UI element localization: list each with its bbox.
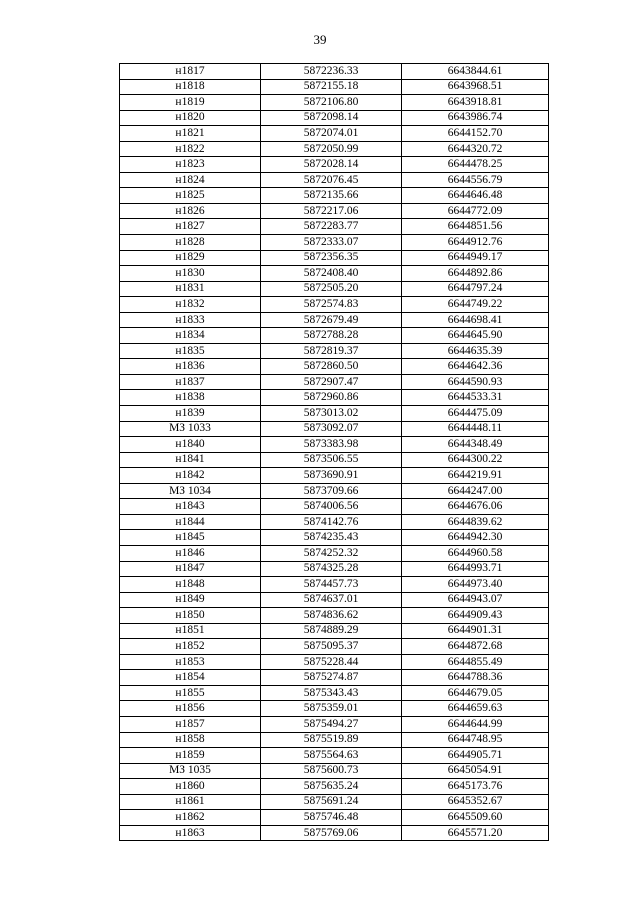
- x-coordinate-cell: 5873383.98: [261, 437, 402, 453]
- table-row: [120, 437, 549, 453]
- table-row: [120, 468, 549, 484]
- y-coordinate-cell: 6644772.09: [402, 203, 549, 219]
- point-id-cell: н1841: [120, 452, 261, 468]
- point-id-cell: н1854: [120, 670, 261, 686]
- y-coordinate-cell: 6645173.76: [402, 779, 549, 795]
- x-coordinate-cell: 5874142.76: [261, 514, 402, 530]
- table-row: [120, 794, 549, 810]
- point-id-cell: н1860: [120, 779, 261, 795]
- y-coordinate-cell: 6643844.61: [402, 64, 549, 80]
- y-coordinate-cell: 6644645.90: [402, 328, 549, 344]
- x-coordinate-cell: 5872050.99: [261, 141, 402, 157]
- table-row: [120, 126, 549, 142]
- y-coordinate-cell: 6644659.63: [402, 701, 549, 717]
- x-coordinate-cell: 5872960.86: [261, 390, 402, 406]
- y-coordinate-cell: 6644943.07: [402, 592, 549, 608]
- y-coordinate-cell: 6644642.36: [402, 359, 549, 375]
- y-coordinate-cell: 6644635.39: [402, 343, 549, 359]
- y-coordinate-cell: 6644851.56: [402, 219, 549, 235]
- table-row: [120, 623, 549, 639]
- x-coordinate-cell: 5874325.28: [261, 561, 402, 577]
- point-id-cell: н1829: [120, 250, 261, 266]
- table-row: [120, 172, 549, 188]
- table-row: [120, 250, 549, 266]
- x-coordinate-cell: 5875274.87: [261, 670, 402, 686]
- x-coordinate-cell: 5872155.18: [261, 79, 402, 95]
- point-id-cell: н1839: [120, 406, 261, 422]
- x-coordinate-cell: 5872408.40: [261, 266, 402, 282]
- y-coordinate-cell: 6644909.43: [402, 608, 549, 624]
- table-row: [120, 281, 549, 297]
- x-coordinate-cell: 5873690.91: [261, 468, 402, 484]
- x-coordinate-cell: 5874252.32: [261, 545, 402, 561]
- x-coordinate-cell: 5872860.50: [261, 359, 402, 375]
- table-row: [120, 235, 549, 251]
- point-id-cell: н1847: [120, 561, 261, 577]
- x-coordinate-cell: 5872574.83: [261, 297, 402, 313]
- y-coordinate-cell: 6645571.20: [402, 825, 549, 841]
- point-id-cell: н1818: [120, 79, 261, 95]
- table-row: [120, 64, 549, 80]
- x-coordinate-cell: 5872356.35: [261, 250, 402, 266]
- y-coordinate-cell: 6644676.06: [402, 499, 549, 515]
- y-coordinate-cell: 6644247.00: [402, 483, 549, 499]
- point-id-cell: н1817: [120, 64, 261, 80]
- table-row: [120, 95, 549, 111]
- y-coordinate-cell: 6644152.70: [402, 126, 549, 142]
- point-id-cell: н1834: [120, 328, 261, 344]
- x-coordinate-cell: 5875359.01: [261, 701, 402, 717]
- y-coordinate-cell: 6644855.49: [402, 654, 549, 670]
- point-id-cell: н1859: [120, 748, 261, 764]
- point-id-cell: н1824: [120, 172, 261, 188]
- y-coordinate-cell: 6643918.81: [402, 95, 549, 111]
- point-id-cell: н1830: [120, 266, 261, 282]
- point-id-cell: н1832: [120, 297, 261, 313]
- point-id-cell: н1844: [120, 514, 261, 530]
- table-row: [120, 514, 549, 530]
- x-coordinate-cell: 5872679.49: [261, 312, 402, 328]
- table-row: [120, 79, 549, 95]
- page-number: 39: [313, 32, 327, 47]
- table-row: [120, 577, 549, 593]
- y-coordinate-cell: 6644556.79: [402, 172, 549, 188]
- table-row: [120, 592, 549, 608]
- x-coordinate-cell: 5872106.80: [261, 95, 402, 111]
- table-row: [120, 545, 549, 561]
- table-row: [120, 343, 549, 359]
- y-coordinate-cell: 6644973.40: [402, 577, 549, 593]
- point-id-cell: н1822: [120, 141, 261, 157]
- x-coordinate-cell: 5872788.28: [261, 328, 402, 344]
- x-coordinate-cell: 5873013.02: [261, 406, 402, 422]
- point-id-cell: н1823: [120, 157, 261, 173]
- x-coordinate-cell: 5872028.14: [261, 157, 402, 173]
- x-coordinate-cell: 5875769.06: [261, 825, 402, 841]
- point-id-cell: н1819: [120, 95, 261, 111]
- x-coordinate-cell: 5872236.33: [261, 64, 402, 80]
- point-id-cell: н1836: [120, 359, 261, 375]
- x-coordinate-cell: 5875343.43: [261, 685, 402, 701]
- y-coordinate-cell: 6644679.05: [402, 685, 549, 701]
- table-row: [120, 452, 549, 468]
- x-coordinate-cell: 5872283.77: [261, 219, 402, 235]
- x-coordinate-cell: 5874457.73: [261, 577, 402, 593]
- y-coordinate-cell: 6644749.22: [402, 297, 549, 313]
- x-coordinate-cell: 5874889.29: [261, 623, 402, 639]
- x-coordinate-cell: 5873092.07: [261, 421, 402, 437]
- point-id-cell: н1827: [120, 219, 261, 235]
- y-coordinate-cell: 6644646.48: [402, 188, 549, 204]
- table-row: [120, 763, 549, 779]
- table-row: [120, 499, 549, 515]
- y-coordinate-cell: 6644949.17: [402, 250, 549, 266]
- x-coordinate-cell: 5874006.56: [261, 499, 402, 515]
- x-coordinate-cell: 5875635.24: [261, 779, 402, 795]
- y-coordinate-cell: 6643986.74: [402, 110, 549, 126]
- point-id-cell: н1843: [120, 499, 261, 515]
- x-coordinate-cell: 5874637.01: [261, 592, 402, 608]
- point-id-cell: н1826: [120, 203, 261, 219]
- point-id-cell: н1849: [120, 592, 261, 608]
- point-id-cell: н1831: [120, 281, 261, 297]
- y-coordinate-cell: 6645352.67: [402, 794, 549, 810]
- x-coordinate-cell: 5873506.55: [261, 452, 402, 468]
- point-id-cell: н1853: [120, 654, 261, 670]
- table-row: [120, 312, 549, 328]
- x-coordinate-cell: 5875564.63: [261, 748, 402, 764]
- point-id-cell: н1833: [120, 312, 261, 328]
- x-coordinate-cell: 5873709.66: [261, 483, 402, 499]
- point-id-cell: н1835: [120, 343, 261, 359]
- table-row: [120, 141, 549, 157]
- point-id-cell: н1863: [120, 825, 261, 841]
- table-row: [120, 810, 549, 826]
- x-coordinate-cell: 5872907.47: [261, 374, 402, 390]
- y-coordinate-cell: 6644993.71: [402, 561, 549, 577]
- y-coordinate-cell: 6644905.71: [402, 748, 549, 764]
- table-row: [120, 297, 549, 313]
- table-row: [120, 110, 549, 126]
- table-row: [120, 670, 549, 686]
- x-coordinate-cell: 5875519.89: [261, 732, 402, 748]
- point-id-cell: н1851: [120, 623, 261, 639]
- y-coordinate-cell: 6645054.91: [402, 763, 549, 779]
- x-coordinate-cell: 5872333.07: [261, 235, 402, 251]
- y-coordinate-cell: 6644698.41: [402, 312, 549, 328]
- point-id-cell: н1837: [120, 374, 261, 390]
- point-id-cell: н1845: [120, 530, 261, 546]
- x-coordinate-cell: 5875228.44: [261, 654, 402, 670]
- point-id-cell: н1862: [120, 810, 261, 826]
- y-coordinate-cell: 6644320.72: [402, 141, 549, 157]
- point-id-cell: н1846: [120, 545, 261, 561]
- table-row: [120, 639, 549, 655]
- table-row: [120, 608, 549, 624]
- y-coordinate-cell: 6644892.86: [402, 266, 549, 282]
- y-coordinate-cell: 6644912.76: [402, 235, 549, 251]
- x-coordinate-cell: 5872819.37: [261, 343, 402, 359]
- table-row: [120, 374, 549, 390]
- table-row: [120, 359, 549, 375]
- x-coordinate-cell: 5872076.45: [261, 172, 402, 188]
- table-row: [120, 157, 549, 173]
- table-row: [120, 530, 549, 546]
- table-row: [120, 390, 549, 406]
- table-row: [120, 483, 549, 499]
- table-row: [120, 716, 549, 732]
- point-id-cell: н1821: [120, 126, 261, 142]
- x-coordinate-cell: 5875600.73: [261, 763, 402, 779]
- point-id-cell: н1855: [120, 685, 261, 701]
- table-row: [120, 825, 549, 841]
- x-coordinate-cell: 5875494.27: [261, 716, 402, 732]
- x-coordinate-cell: 5874235.43: [261, 530, 402, 546]
- x-coordinate-cell: 5875746.48: [261, 810, 402, 826]
- point-id-cell: н1856: [120, 701, 261, 717]
- y-coordinate-cell: 6644448.11: [402, 421, 549, 437]
- point-id-cell: н1861: [120, 794, 261, 810]
- table-row: [120, 421, 549, 437]
- y-coordinate-cell: 6644872.68: [402, 639, 549, 655]
- point-id-cell: н1840: [120, 437, 261, 453]
- coordinates-table: [119, 63, 549, 841]
- y-coordinate-cell: 6644475.09: [402, 406, 549, 422]
- table-row: [120, 328, 549, 344]
- y-coordinate-cell: 6644219.91: [402, 468, 549, 484]
- point-id-cell: МЗ 1034: [120, 483, 261, 499]
- x-coordinate-cell: 5872135.66: [261, 188, 402, 204]
- x-coordinate-cell: 5872217.06: [261, 203, 402, 219]
- x-coordinate-cell: 5874836.62: [261, 608, 402, 624]
- table-row: [120, 219, 549, 235]
- y-coordinate-cell: 6644348.49: [402, 437, 549, 453]
- x-coordinate-cell: 5872074.01: [261, 126, 402, 142]
- y-coordinate-cell: 6644797.24: [402, 281, 549, 297]
- y-coordinate-cell: 6645509.60: [402, 810, 549, 826]
- point-id-cell: МЗ 1033: [120, 421, 261, 437]
- point-id-cell: н1852: [120, 639, 261, 655]
- x-coordinate-cell: 5872098.14: [261, 110, 402, 126]
- table-row: [120, 266, 549, 282]
- y-coordinate-cell: 6644839.62: [402, 514, 549, 530]
- y-coordinate-cell: 6644942.30: [402, 530, 549, 546]
- y-coordinate-cell: 6644901.31: [402, 623, 549, 639]
- point-id-cell: н1857: [120, 716, 261, 732]
- table-row: [120, 685, 549, 701]
- y-coordinate-cell: 6644788.36: [402, 670, 549, 686]
- table-row: [120, 406, 549, 422]
- x-coordinate-cell: 5875095.37: [261, 639, 402, 655]
- y-coordinate-cell: 6644533.31: [402, 390, 549, 406]
- table-row: [120, 654, 549, 670]
- point-id-cell: н1842: [120, 468, 261, 484]
- y-coordinate-cell: 6644590.93: [402, 374, 549, 390]
- table-row: [120, 701, 549, 717]
- table-row: [120, 732, 549, 748]
- y-coordinate-cell: 6644300.22: [402, 452, 549, 468]
- coordinates-table-body: [120, 64, 549, 841]
- table-row: [120, 561, 549, 577]
- table-row: [120, 748, 549, 764]
- point-id-cell: н1848: [120, 577, 261, 593]
- y-coordinate-cell: 6644748.95: [402, 732, 549, 748]
- point-id-cell: н1828: [120, 235, 261, 251]
- table-row: [120, 203, 549, 219]
- point-id-cell: н1838: [120, 390, 261, 406]
- point-id-cell: н1858: [120, 732, 261, 748]
- point-id-cell: н1820: [120, 110, 261, 126]
- y-coordinate-cell: 6643968.51: [402, 79, 549, 95]
- table-row: [120, 188, 549, 204]
- y-coordinate-cell: 6644960.58: [402, 545, 549, 561]
- x-coordinate-cell: 5872505.20: [261, 281, 402, 297]
- y-coordinate-cell: 6644478.25: [402, 157, 549, 173]
- point-id-cell: МЗ 1035: [120, 763, 261, 779]
- x-coordinate-cell: 5875691.24: [261, 794, 402, 810]
- y-coordinate-cell: 6644644.99: [402, 716, 549, 732]
- point-id-cell: н1825: [120, 188, 261, 204]
- point-id-cell: н1850: [120, 608, 261, 624]
- table-row: [120, 779, 549, 795]
